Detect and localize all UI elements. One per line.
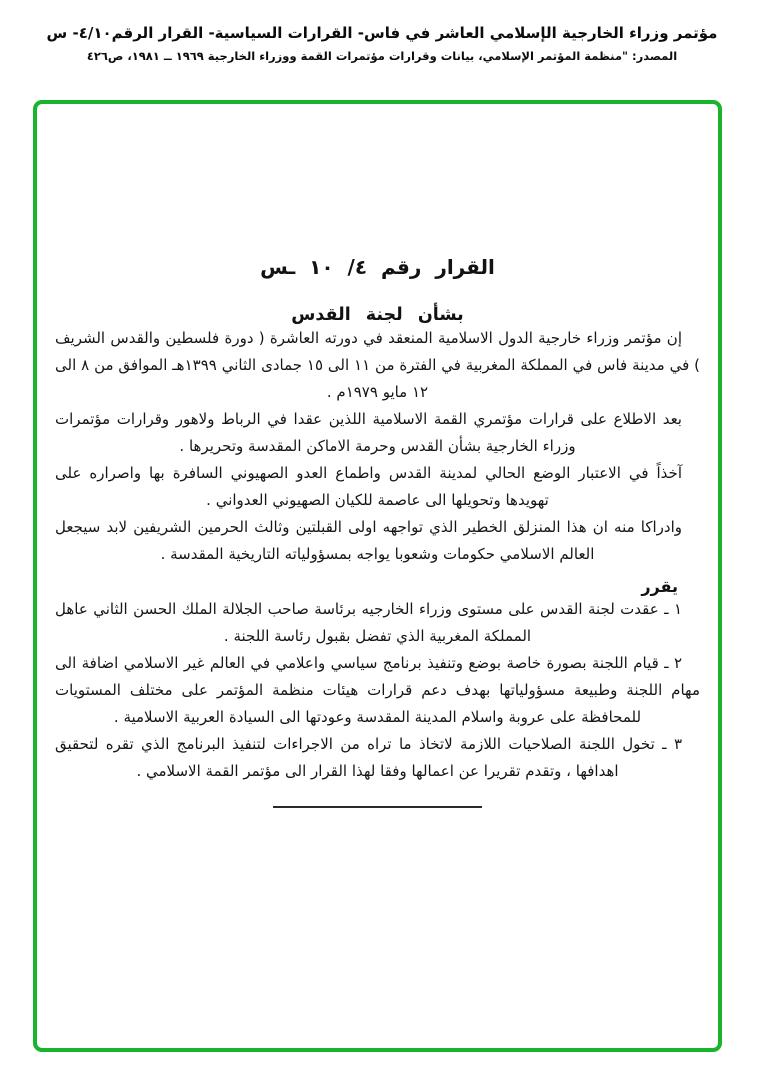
header-source: المصدر: "منظمة المؤتمر الإسلامي، بيانات وقرارات مؤتمرات القمة ووزراء الخارجية ١٩٦٩ ــ ١٩٨١، ص٤٢٦ bbox=[86, 49, 678, 63]
decision-heading: يقرر bbox=[641, 577, 678, 596]
decision-item-2: ٢ ـ قيام اللجنة بصورة خاصة بوضع وتنفيذ برنامج سياسي واعلامي في العالم غير الاسلامي اضافة الى مهام اللجنة وطبيعة مسؤولياتها بهدف دعم قرارات هيئات منظمة المؤتمر على مختلف المستويات للمحافظة على عروبة واسلام المدينة المقدسة وعودتها الى السيادة العربية الاسلامية . bbox=[55, 654, 700, 726]
scan-frame bbox=[33, 100, 722, 1052]
preamble-paragraph-1: إن مؤتمر وزراء خارجية الدول الاسلامية المنعقد في دورته العاشرة ( دورة فلسطين والقدس الشريف ) في مدينة فاس في المملكة المغربية في الفترة من ١١ الى ١٥ جمادى الثاني ١٣٩٩هـ الموافق من ٨ الى ١٢ مايو ١٩٧٩م . bbox=[55, 329, 700, 401]
decision-item-1: ١ ـ عقدت لجنة القدس على مستوى وزراء الخارجيه برئاسة صاحب الجلالة الملك الحسن الثاني عاهل المملكة المغربية الذي تفضل بقبول رئاسة اللجنة . bbox=[55, 600, 682, 645]
resolution-subtitle: بشأن لجنة القدس bbox=[291, 305, 464, 325]
end-divider bbox=[273, 806, 482, 808]
preamble-paragraph-2: بعد الاطلاع على قرارات مؤتمري القمة الاسلامية اللذين عقدا في الرباط ولاهور وقرارات مؤتمرات وزراء الخارجية بشأن القدس وحرمة الاماكن المقدسة وتحريرها . bbox=[55, 410, 682, 455]
preamble-paragraph-4: وادراكا منه ان هذا المنزلق الخطير الذي تواجهه اولى القبلتين وثالث الحرمين الشريفين لابد سيجعل العالم الاسلامي حكومات وشعوبا يواجه بمسؤولياته التاريخية المقدسة . bbox=[55, 518, 682, 563]
document-header bbox=[0, 0, 764, 63]
resolution-title: القرار رقم ٤/ ١٠ ـس bbox=[260, 255, 495, 279]
preamble-paragraph-3: آخذاً في الاعتبار الوضع الحالي لمدينة القدس واطماع العدو الصهيوني السافرة بها واصراره على تهويدها وتحويلها الى عاصمة للكيان الصهيوني العدواني . bbox=[55, 464, 682, 509]
decision-item-3: ٣ ـ تخول اللجنة الصلاحيات اللازمة لاتخاذ ما تراه من الاجراءات لتنفيذ البرنامج الذي تقره لتحقيق اهدافها ، وتقدم تقريرا عن اعمالها وفقا لهذا القرار الى مؤتمر القمة الاسلامي . bbox=[55, 735, 682, 780]
header-title: مؤتمر وزراء الخارجية الإسلامي العاشر في فاس- القرارات السياسية- القرار الرقم٤/١٠- س bbox=[46, 24, 718, 42]
